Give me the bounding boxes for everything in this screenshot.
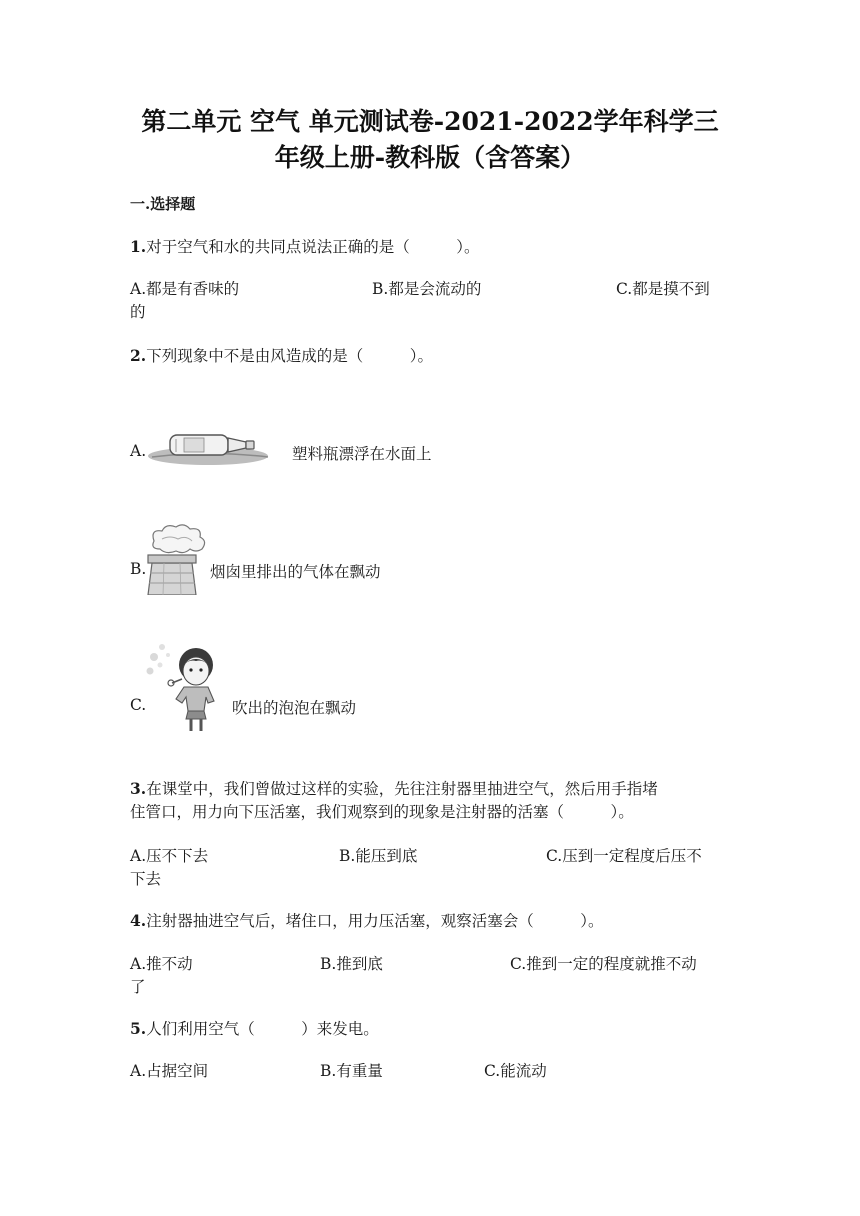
option-a[interactable]: A.占据空间: [130, 1062, 209, 1080]
question-number: 3.: [130, 779, 147, 798]
option-c-continued: 了: [130, 978, 146, 996]
question-text-line-1: 在课堂中，我们曾做过这样的实验，先往注射器里抽进空气，然后用手指堵: [146, 780, 658, 798]
option-a[interactable]: A.都是有香味的: [130, 280, 240, 298]
option-c[interactable]: C.都是摸不到: [616, 280, 710, 298]
page-title: [120, 104, 740, 176]
question-text: 注射器抽进空气后，堵住口，用力压活塞，观察活塞会（ ）。: [146, 912, 604, 930]
title-line-2: 年级上册-教科版（含答案）: [274, 143, 586, 172]
question-3: [130, 777, 722, 824]
chimney-smoke-image: [144, 523, 210, 595]
question-text-line-2: 住管口，用力向下压活塞，我们观察到的现象是注射器的活塞（ ）。: [130, 803, 634, 821]
question-4: [130, 909, 730, 933]
question-number: 1.: [130, 237, 147, 256]
option-label: A.: [130, 442, 147, 460]
option-c[interactable]: C.推到一定的程度就推不动: [510, 955, 697, 973]
girl-blowing-bubbles-image: [146, 639, 228, 733]
title-line-1: 第二单元 空气 单元测试卷-2021-2022学年科学三: [141, 107, 719, 136]
option-c-continued: 的: [130, 303, 146, 321]
option-b[interactable]: B.能压到底: [339, 847, 418, 865]
option-text: 烟囱里排出的气体在飘动: [210, 563, 381, 581]
question-5: [130, 1017, 730, 1041]
question-number: 2.: [130, 346, 147, 365]
question-number: 4.: [130, 911, 147, 930]
question-text: 下列现象中不是由风造成的是（ ）。: [146, 347, 433, 365]
option-text: 吹出的泡泡在飘动: [232, 699, 357, 717]
question-2: [130, 344, 730, 368]
option-a[interactable]: A.压不下去: [130, 847, 209, 865]
option-b[interactable]: B.有重量: [320, 1062, 383, 1080]
question-number: 5.: [130, 1019, 147, 1038]
option-c-continued: 下去: [130, 870, 162, 888]
question-text: 人们利用空气（ ）来发电。: [146, 1020, 379, 1038]
option-label: B.: [130, 560, 147, 578]
option-c[interactable]: C.压到一定程度后压不: [546, 847, 702, 865]
option-a[interactable]: A.推不动: [130, 955, 193, 973]
section-heading: 一.选择题: [130, 195, 196, 213]
question-text: 对于空气和水的共同点说法正确的是（ ）。: [146, 238, 480, 256]
option-c[interactable]: C.能流动: [484, 1062, 547, 1080]
option-b[interactable]: B.推到底: [320, 955, 383, 973]
option-b[interactable]: B.都是会流动的: [372, 280, 482, 298]
floating-bottle-image: [146, 430, 276, 468]
question-1: [130, 235, 730, 259]
option-label: C.: [130, 696, 147, 714]
option-text: 塑料瓶漂浮在水面上: [292, 445, 432, 463]
